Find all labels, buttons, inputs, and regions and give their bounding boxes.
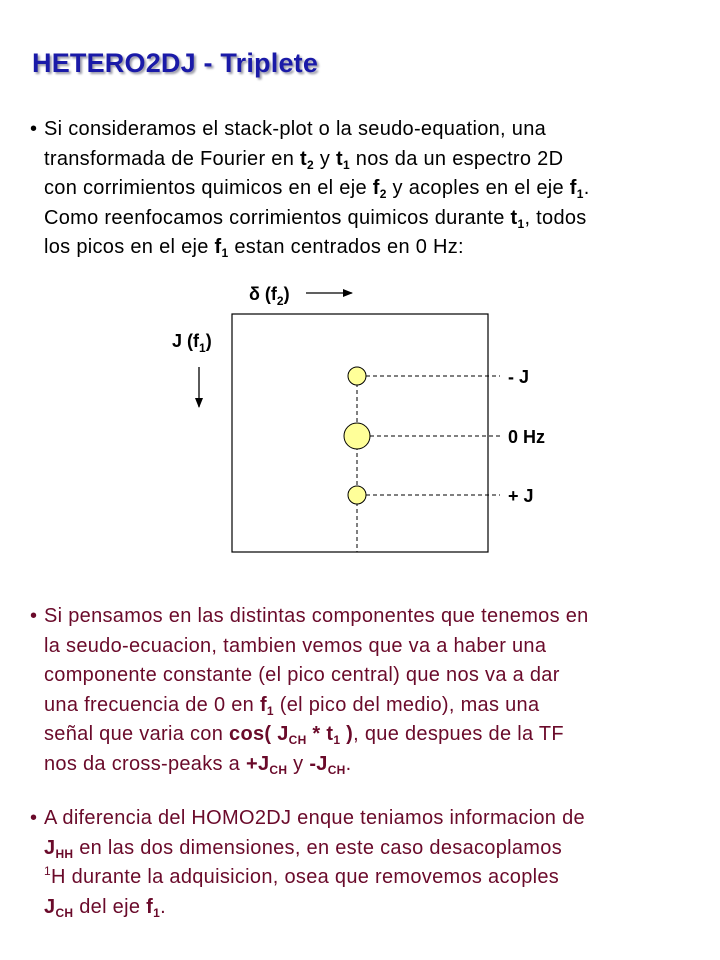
peak-minus-j (348, 367, 366, 385)
peak-plus-j (348, 486, 366, 504)
spectrum-diagram (0, 270, 720, 570)
bullet-icon: • (30, 807, 38, 829)
f1-axis-label: J $(f_1)$ (172, 331, 212, 355)
paragraph-line: señal que varia con cos( $J_{CH} * t_1$ ), que despues de la TF (44, 723, 564, 747)
paragraph-line: $J_{CH}$ del eje $f_1$. (44, 895, 166, 920)
paragraph-line: transformada de Fourier en $t_2$ y $t_1$ nos da un espectro 2D (44, 147, 564, 172)
paragraph-line: • Si pensamos en las distintas componentes que tenemos en (30, 602, 700, 632)
peak-zero-hz (344, 423, 370, 449)
slide-title: HETERO2DJ - Triplete (32, 48, 319, 78)
paragraph-chemical-shift (30, 115, 700, 263)
paragraph-line: • Si consideramos el stack-plot o la seudo-equation, una (30, 115, 700, 145)
paragraph-line: • A diferencia del HOMO2DJ enque teniamos informacion de (30, 804, 700, 834)
bullet-icon: • (30, 118, 38, 140)
paragraph-components (30, 602, 700, 779)
paragraph-line: la seudo-ecuacion, tambien vemos que va a haber una (44, 634, 547, 657)
paragraph-homo2dj-comparison (30, 804, 700, 922)
label-zero-hz: 0 Hz (508, 427, 546, 447)
paragraph-line: nos da cross-peaks $a +J_{CH}$ y $-J_{CH}$. (44, 752, 352, 777)
paragraph-line: una frecuencia de 0 en $f_1$ (el pico del medio), mas una (44, 693, 540, 718)
paragraph-line: los picos en el eje $f_1$ estan centrados en 0 Hz: (44, 236, 464, 260)
bullet-icon: • (30, 605, 38, 627)
f2-axis-label: δ $(f_2)$ (249, 284, 290, 308)
paragraph-line: Como reenfocamos corrimientos quimicos durante $t_1$, todos (44, 206, 587, 231)
paragraph-line: con corrimientos quimicos en el eje $f_2$ y acoples en el eje $f_1$. (44, 177, 590, 201)
paragraph-line: $J_{HH}$ en las dos dimensiones, en este caso desacoplamos (44, 836, 562, 861)
paragraph-line: componente constante (el pico central) que nos va a dar (44, 664, 560, 686)
label-plus-j: + J (508, 486, 534, 506)
paragraph-line: $^1$H durante la adquisicion, osea que removemos acoples (44, 864, 560, 888)
label-minus-j: - J (508, 367, 530, 387)
